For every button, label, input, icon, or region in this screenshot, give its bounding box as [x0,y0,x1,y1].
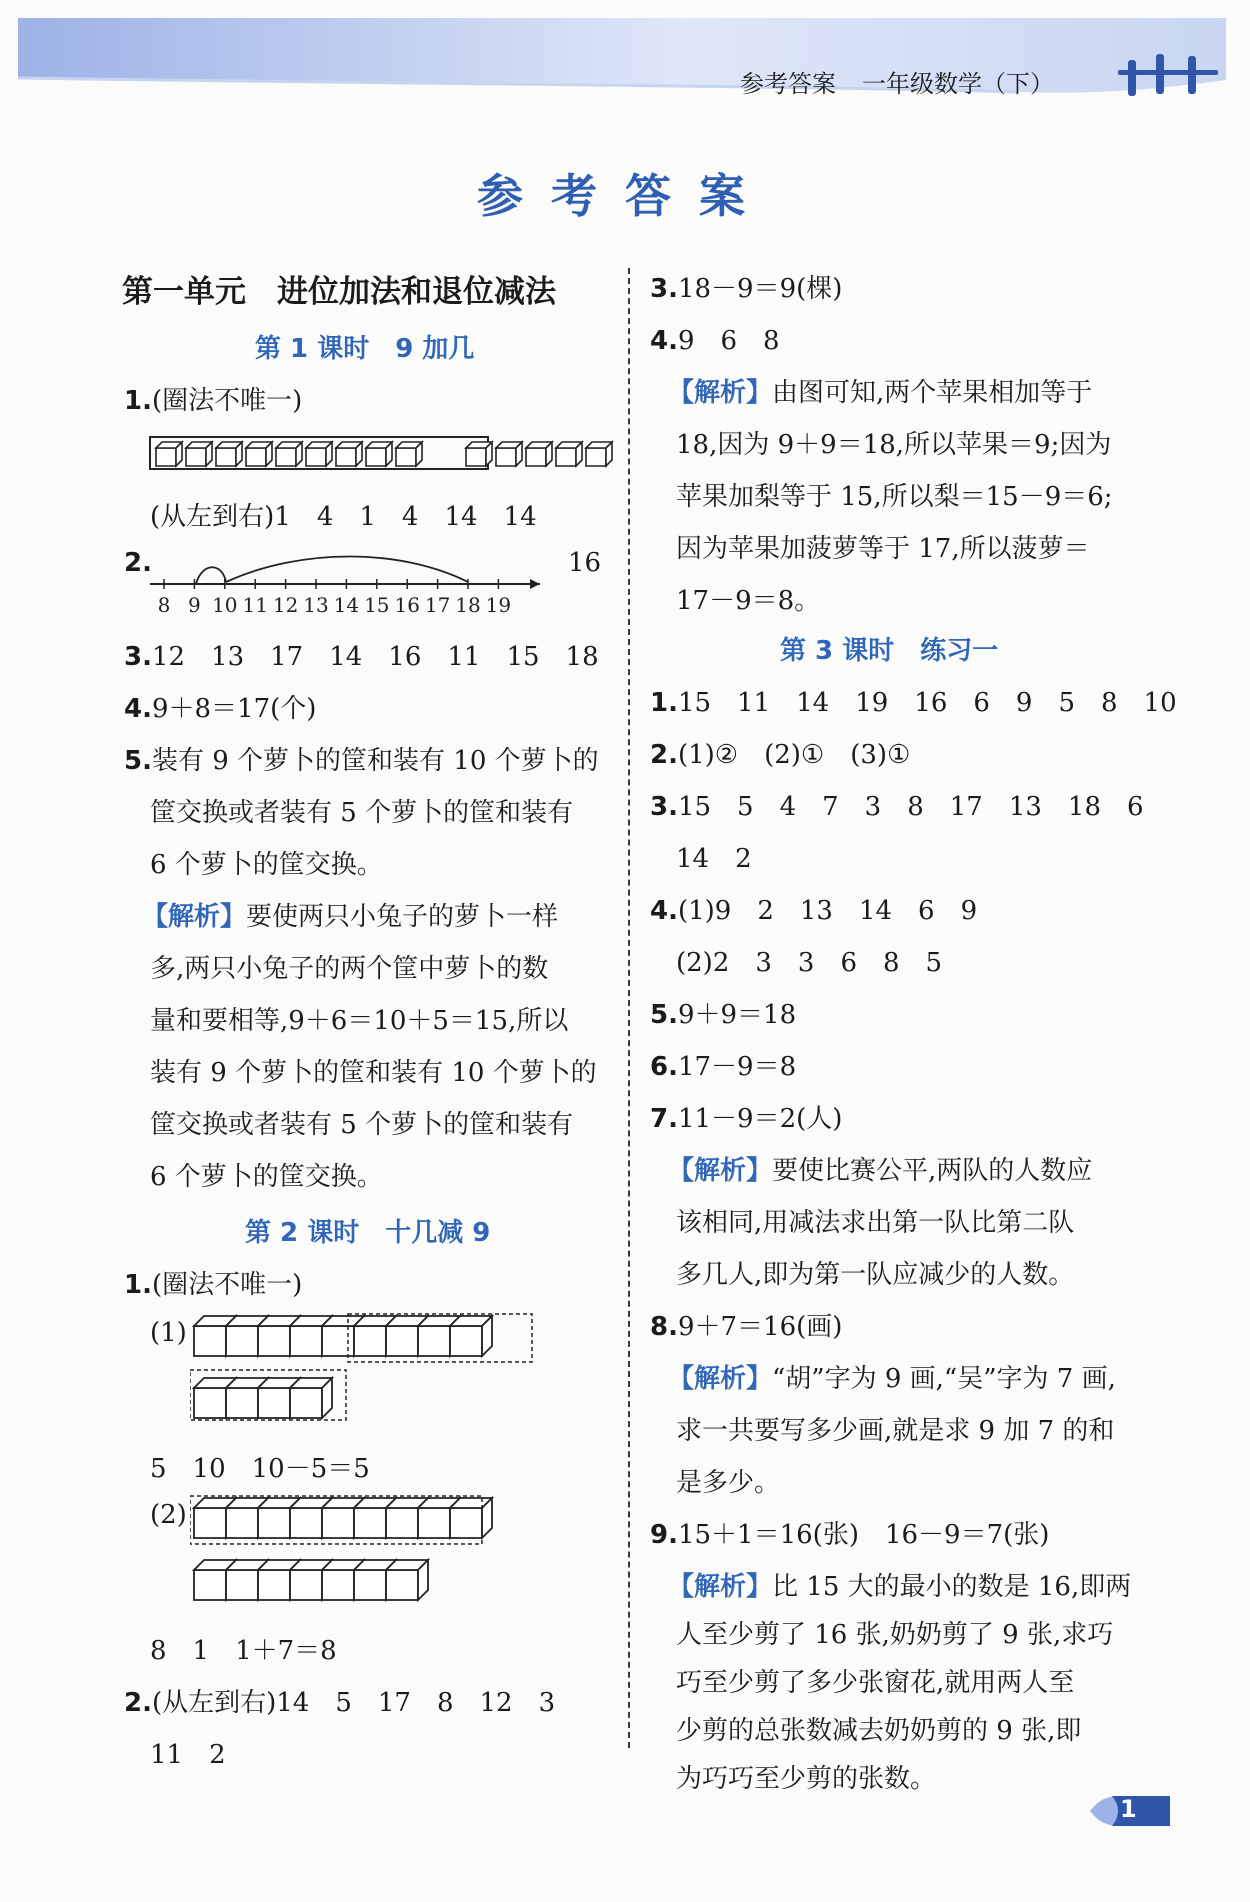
p-question-2: 2.(1)② (2)① (3)① [650,740,911,770]
r-q4-explanation: 【解析】由图可知,两个苹果相加等于 [668,378,1093,408]
number-line-label: 19 [485,593,512,617]
q5-exp-4: 装有 9 个萝卜的筐和装有 10 个萝卜的 [150,1058,597,1088]
number-line-label: 10 [212,593,238,617]
r-q4-exp-5: 17－9＝8。 [676,586,821,616]
lesson-1-heading: 第 1 课时 9 加几 [255,334,475,364]
r-q4-exp-3: 苹果加梨等于 15,所以梨＝15－9＝6; [676,482,1113,512]
number-line-label: 9 [188,593,201,617]
q5-exp-5: 筐交换或者装有 5 个萝卜的筐和装有 [150,1110,574,1140]
q5-exp-3: 量和要相等,9＋6＝10＋5＝15,所以 [150,1006,569,1036]
part-1-label: (1) [150,1318,187,1348]
l2-question-2: 2.(从左到右)14 5 17 8 12 3 [124,1688,556,1718]
p-question-5: 5.9＋9＝18 [650,1000,797,1030]
p-question-4: 4.(1)9 2 13 14 6 9 [650,896,978,926]
q1-answer: (从左到右)1 4 1 4 14 14 [150,502,537,532]
number-line-label: 12 [272,593,299,617]
q5-exp-2: 多,两只小兔子的两个筐中萝卜的数 [150,954,549,984]
p9-exp-4: 少剪的总张数减去奶奶剪的 9 张,即 [676,1716,1082,1746]
cubes-figure-2 [190,1312,550,1422]
number-line-label: 11 [242,593,268,617]
l2-question-1: 1.(圈法不唯一) [124,1270,303,1300]
p-question-1: 1.15 11 14 19 16 6 9 5 8 10 [650,688,1177,718]
question-5: 5.装有 9 个萝卜的筐和装有 10 个萝卜的 [124,746,599,776]
number-line-label: 16 [394,593,420,617]
p-question-6: 6.17－9＝8 [650,1052,797,1082]
p-question-3: 3.15 5 4 7 3 8 17 13 18 6 [650,792,1144,822]
lesson-3-heading: 第 3 课时 练习一 [780,636,999,666]
part-1-answer: 5 10 10－5＝5 [150,1454,370,1484]
number-line [150,548,550,618]
p9-explanation: 【解析】比 15 大的最小的数是 16,即两 [668,1572,1132,1602]
p7-exp-2: 该相同,用减法求出第一队比第二队 [676,1208,1075,1238]
p3-line-2: 14 2 [676,844,752,874]
q5-explanation: 【解析】要使两只小兔子的萝卜一样 [142,902,559,932]
q5-line-3: 6 个萝卜的筐交换。 [150,850,383,880]
r-q4-exp-4: 因为苹果加菠萝等于 17,所以菠萝＝ [676,534,1090,564]
unit-heading: 第一单元 进位加法和退位减法 [122,274,556,310]
cubes-figure-3 [190,1494,550,1604]
number-line-label: 17 [424,593,451,617]
p8-exp-2: 求一共要写多少画,就是求 9 加 7 的和 [676,1416,1115,1446]
p-question-9: 9.15＋1＝16(张) 16－9＝7(张) [650,1520,1050,1550]
p7-explanation: 【解析】要使比赛公平,两队的人数应 [668,1156,1093,1186]
page-title: 参考答案 [477,169,773,223]
lesson-2-heading: 第 2 课时 十几减 9 [245,1218,491,1248]
q2-answer: 16 [568,548,602,578]
number-line-label: 8 [157,593,171,617]
question-1: 1.(圈法不唯一) [124,386,303,416]
header-left-text: 参考答案 [740,70,836,98]
page-number: 1 [1120,1795,1137,1823]
p-question-8: 8.9＋7＝16(画) [650,1312,843,1342]
r-q4-exp-2: 18,因为 9＋9＝18,所以苹果＝9;因为 [676,430,1112,460]
r-question-4: 4.9 6 8 [650,326,780,356]
number-line-label: 15 [364,593,390,617]
number-line-label: 14 [333,593,360,617]
p8-explanation: 【解析】“胡”字为 9 画,“吴”字为 7 画, [668,1364,1116,1394]
p-question-7: 7.11－9＝2(人) [650,1104,843,1134]
question-3: 3.12 13 17 14 16 11 15 18 [124,642,599,672]
column-divider [628,268,630,1748]
header-right-text: 一年级数学（下） [862,70,1054,98]
question-4: 4.9＋8＝17(个) [124,694,317,724]
part-2-label: (2) [150,1500,187,1530]
number-line-label: 13 [303,593,329,617]
p7-exp-3: 多几人,即为第一队应减少的人数。 [676,1260,1075,1290]
part-2-answer: 8 1 1＋7＝8 [150,1636,337,1666]
number-line-label: 18 [455,593,481,617]
p4-line-2: (2)2 3 3 6 8 5 [676,948,943,978]
question-2: 2. [124,548,152,578]
p9-exp-2: 人至少剪了 16 张,奶奶剪了 9 张,求巧 [676,1620,1114,1650]
p9-exp-3: 巧至少剪了多少张窗花,就用两人至 [676,1668,1075,1698]
cubes-figure [148,434,618,474]
q5-exp-6: 6 个萝卜的筐交换。 [150,1162,383,1192]
p9-exp-5: 为巧巧至少剪的张数。 [676,1764,937,1794]
q5-line-2: 筐交换或者装有 5 个萝卜的筐和装有 [150,798,574,828]
r-question-3: 3.18－9＝9(棵) [650,274,843,304]
q-number: 1. [124,386,152,416]
p8-exp-3: 是多少。 [676,1468,781,1498]
l2-q2-line-2: 11 2 [150,1740,226,1770]
